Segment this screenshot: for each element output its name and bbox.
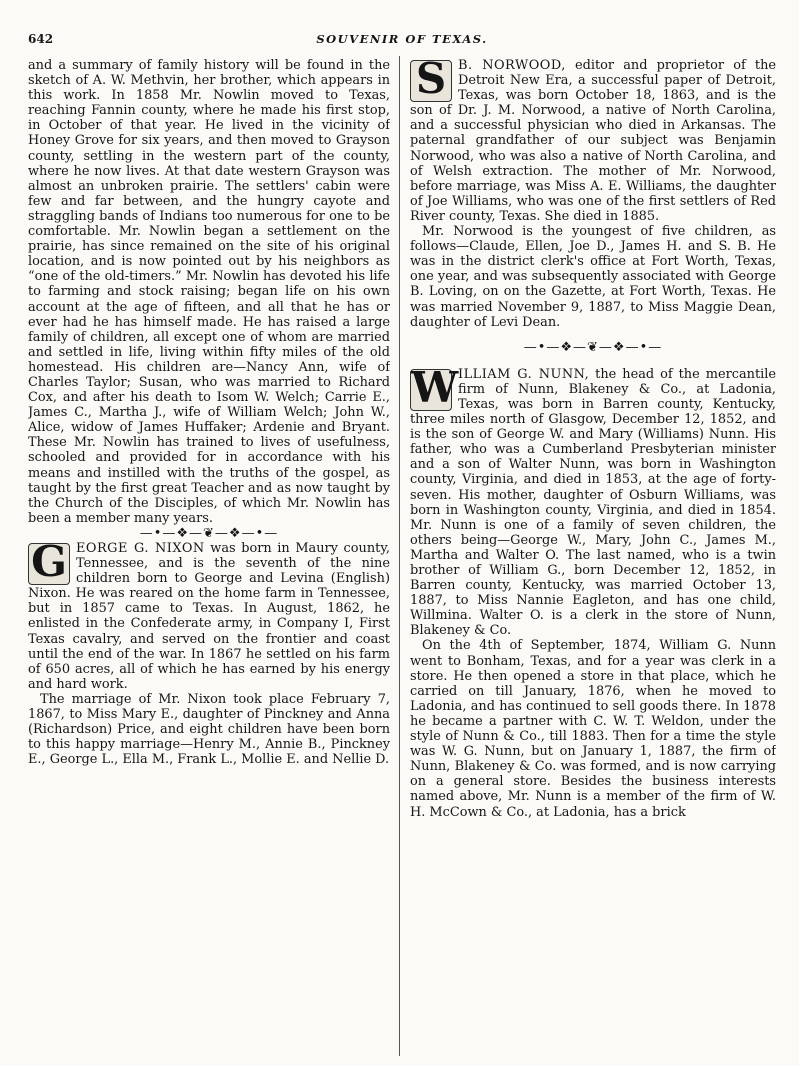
right-column <box>410 58 776 1063</box>
section-ornament: —•—❖—❦—❖—•— <box>139 525 279 541</box>
norwood-lead: B. NORWOOD, <box>458 58 566 73</box>
nixon-paragraph-1 <box>28 537 390 692</box>
nunn-lead: ILLIAM G. NUNN, <box>458 366 590 382</box>
nixon-lead: EORGE G. NIXON <box>76 541 205 556</box>
left-column <box>28 58 390 1063</box>
drop-cap-g: G <box>28 543 70 585</box>
drop-cap-s: S <box>410 60 452 102</box>
nixon-body-1: was born in Maury county, Tennessee, and is the seventh of the nine children born to George and Levina (English) Nixon. He was reared on the home farm in Tennessee, but in 1857 came to Texas. In August, 1862, he enlisted in the Confederate army, in Company I, First Texas cavalry, and served on the frontier and coast until the end of the war. In 1867 he settled on his farm of 650 acres, all of which he has earned by his energy and hard work. <box>28 541 390 692</box>
page-number: 642 <box>28 32 54 46</box>
column-divider <box>399 56 400 1056</box>
nunn-paragraph-1 <box>410 362 776 639</box>
drop-cap-w: W <box>411 362 459 412</box>
norwood-paragraph-2: Mr. Norwood is the youngest of five children, as follows—Claude, Ellen, Joe D., James H. and S. B. He was in the district clerk's office at Fort Worth, Texas, one year, and was subsequently associated with George B. Loving, on on the Gazette, at Fort Worth, Texas. He was married November 9, 1887, to Miss Maggie Dean, daughter of Levi Dean. <box>410 224 776 330</box>
norwood-body-1: editor and proprietor of the Detroit New Era, a successful paper of Detroit, Texas, was born October 18, 1863, and is the son of Dr. J. M. Norwood, a native of North Carolina, and a successful physician who died in Arkansas. The paternal grandfather of our subject was Benjamin Norwood, who was also a native of North Carolina, and of Welsh extraction. The mother of Mr. Norwood, before marriage, was Miss A. E. Williams, the daughter of Joe Williams, who was one of the first settlers of Red River county, Texas. She died in 1885. <box>410 58 776 224</box>
page-header <box>28 32 776 52</box>
running-head: SOUVENIR OF TEXAS. <box>316 32 488 46</box>
norwood-paragraph-1 <box>410 58 776 224</box>
nunn-body-1: the head of the mercantile firm of Nunn, Blakeney & Co., at Ladonia, Texas, was born in Barren county, Kentucky, three miles north of Glasgow, December 12, 1852, and is the son of George W. and Mary (Williams) Nunn. His father, who was a Cumberland Presbyterian minister and a son of Walter Nunn, was born in Washington county, Virginia, and died in 1853, at the age of forty-seven. His mother, daughter of Osburn Williams, was born in Washington county, Virginia, and died in 1854. Mr. Nunn is one of a family of seven children, the others being—George W., Mary, John C., James M., Martha and Walter O. The last named, who is a twin brother of William G., born December 12, 1852, in Barren county, Kentucky, was married October 13, 1887, to Miss Nannie Eagleton, and has one child, Willmina. Walter O. is a clerk in the store of Nunn, Blakeney & Co. <box>410 366 776 639</box>
section-ornament: —•—❖—❦—❖—•— <box>523 339 663 355</box>
nowlin-continuation-paragraph: and a summary of family history will be found in the sketch of A. W. Methvin, her brother, which appears in this work. In 1858 Mr. Nowlin moved to Texas, reaching Fannin county, where he made his first stop, in October of that year. He lived in the vicinity of Honey Grove for six years, and then moved to Grayson county, settling in the western part of the county, where he now lives. At that date western Grayson was almost an unbroken prairie. The settlers' cabin were few and far between, and the hungry cayote and straggling bands of Indians too numerous for one to be comfortable. Mr. Nowlin began a settlement on the prairie, has since remained on the site of his original location, and is now pointed out by his neighbors as “one of the old-timers.” Mr. Nowlin has devoted his life to farming and stock raising; began life on his own account at the age of fifteen, and all that he has or ever had he has himself made. He has raised a large family of children, all except one of whom are married and settled in life, living within fifty miles of the old homestead. His children are—Nancy Ann, wife of Charles Taylor; Susan, who was married to Richard Cox, and after his death to Isom W. Welch; Carrie E., James C., Martha J., wife of William Welch; John W., Alice, widow of James Huffaker; Ardenie and Bryant. These Mr. Nowlin has trained to lives of usefulness, schooled and provided for in accordance with his means and instilled with the truths of the gospel, as taught by the first great Teacher and as now taught by the Church of the Disciples, of which Mr. Nowlin has been a member many years. <box>28 58 390 526</box>
nixon-paragraph-2: The marriage of Mr. Nixon took place February 7, 1867, to Miss Mary E., daughter of Pinckney and Anna (Richardson) Price, and eight children have been born to this happy marriage—Henry M., Annie B., Pinckney E., George L., Ella M., Frank L., Mollie E. and Nellie D. <box>28 691 390 768</box>
nunn-paragraph-2: On the 4th of September, 1874, William G. Nunn went to Bonham, Texas, and for a year was clerk in a store. He then opened a store in that place, which he carried on till January, 1876, when he moved to Ladonia, and has continued to sell goods there. In 1878 he became a partner with C. W. T. Weldon, under the style of Nunn & Co., till 1883. Then for a time the style was W. G. Nunn, but on January 1, 1887, the firm of Nunn, Blakeney & Co. was formed, and is now carrying on a general store. Besides the business interests named above, Mr. Nunn is a member of the firm of W. H. McCown & Co., at Ladonia, has a brick <box>410 638 776 820</box>
